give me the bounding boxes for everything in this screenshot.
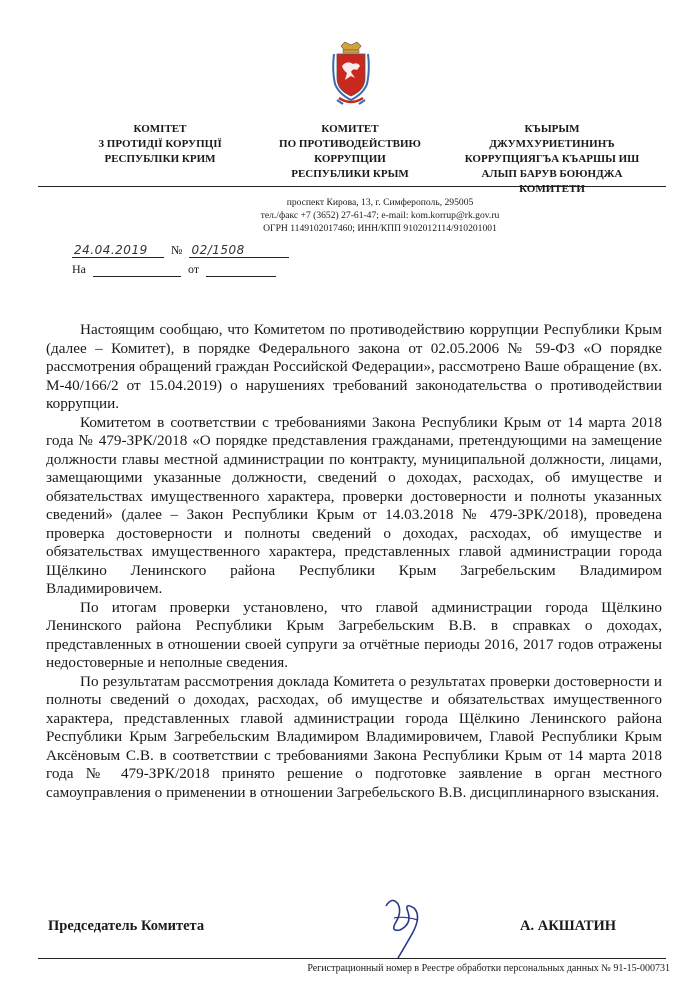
signatory-name: А. АКШАТИН <box>520 918 617 934</box>
header-crt-line: ДЖУМХУРИЕТИНИНЪ <box>489 138 615 150</box>
footer-divider <box>38 958 666 959</box>
header-ru-line: ПО ПРОТИВОДЕЙСТВИЮ <box>279 138 421 150</box>
footer-note: Регистрационный номер в Реестре обработки персональных данных № 91-15-000731 <box>307 963 670 974</box>
header-divider <box>38 186 666 187</box>
header-ua <box>80 122 240 167</box>
signatory-title: Председатель Комитета <box>48 918 205 934</box>
ogrn-line: ОГРН 1149102017460; ИНН/КПП 9102012114/910201001 <box>263 223 497 234</box>
on-label: На <box>72 262 86 276</box>
letter-body <box>46 321 662 802</box>
incoming-date-field <box>206 262 276 277</box>
from-label: от <box>188 262 200 276</box>
number-value: 02/1508 <box>191 243 245 257</box>
header-ua-line: З ПРОТИДІЇ КОРУПЦІЇ <box>98 138 222 150</box>
paragraph: По результатам рассмотрения доклада Комитета о результатах проверки достоверности и полноты сведений о доходах, расходах, об имуществе и обязательствах имущественного характера, представленных главой администрации города Щёлкино Ленинского района Республики Крым Загребельским Владимиром Владимировичем, Главой Республики Крым Аксёновым С.В. в соответствии с требованиями Закона Республики Крым от 14 марта 2018 года № 479-ЗРК/2018 принято решение о подготовке заявление в орган местного самоуправления о применении в отношении Загребельского В.В. дисциплинарного взыскания. <box>46 672 662 801</box>
header-ua-line: КОМІТЕТ <box>133 123 187 135</box>
number-field <box>189 243 289 258</box>
header-ru-line: РЕСПУБЛИКИ КРЫМ <box>291 168 409 180</box>
contact-line: тел./факс +7 (3652) 27-61-47; e-mail: kom.korrup@rk.gov.ru <box>260 210 500 221</box>
address-block <box>230 196 530 235</box>
date-value: 24.04.2019 <box>74 243 148 257</box>
incoming-number-field <box>93 262 181 277</box>
header-crt-line: КОМИТЕТИ <box>519 183 585 195</box>
paragraph: Настоящим сообщаю, что Комитетом по противодействию коррупции Республики Крым (далее – Комитет), в порядке Федерального закона от 02.05.2006 № 59-ФЗ «О порядке рассмотрения обращений граждан Российской Федерации», рассмотрено Ваше обращение (вх. М-40/166/2 от 15.04.2019) о нарушениях требований законодательства о противодействии коррупции. <box>46 321 662 412</box>
header-ru-line: КОРРУПЦИИ <box>314 153 386 165</box>
address-line: проспект Кирова, 13, г. Симферополь, 295005 <box>286 197 474 208</box>
paragraph: Комитетом в соответствии с требованиями Закона Республики Крым от 14 марта 2018 года № 479-ЗРК/2018 «О порядке представления гражданами, претендующими на замещение должности главы местной администрации по контракту, муниципальной должности, лицами, замещающими указанные должности, сведений о доходах, расходах, об имуществе и обязательствах имущественного характера, проверки достоверности и полноты указанных сведений» (далее – Закон Республики Крым от 14.03.2018 № 479-ЗРК/2018), проведена проверка достоверности и полноты сведений о доходах, расходах, об имуществе и обязательствах имущественного характера, представленных главой администрации города Щёлкино Ленинского района Республики Крым Загребельским Владимиром Владимировичем. <box>46 413 662 597</box>
header-crt-line: АЛЫП БАРУВ БОЮНДЖА <box>481 168 623 180</box>
header-ru <box>270 122 430 182</box>
paragraph: По итогам проверки установлено, что главой администрации города Щёлкино Ленинского района Республики Крым Загребельским В.В. в справках о доходах, представленных в отношении своей супруги за отчётные периоды 2016, 2017 годов отражены недостоверные и неполные сведения. <box>46 598 662 671</box>
header-ru-line: КОМИТЕТ <box>321 123 379 135</box>
number-label: № <box>171 243 183 257</box>
date-field <box>72 243 164 258</box>
incoming-reference <box>72 262 276 277</box>
header-ua-line: РЕСПУБЛІКИ КРИМ <box>104 153 216 165</box>
header-crt-line: КОРРУПЦИЯГЪА КЪАРШЫ ИШ <box>464 153 640 165</box>
handwritten-signature <box>378 888 428 960</box>
header-crt-line: КЪЫРЫМ <box>524 123 580 135</box>
crimea-emblem-icon <box>331 40 371 106</box>
outgoing-registration <box>72 243 289 258</box>
